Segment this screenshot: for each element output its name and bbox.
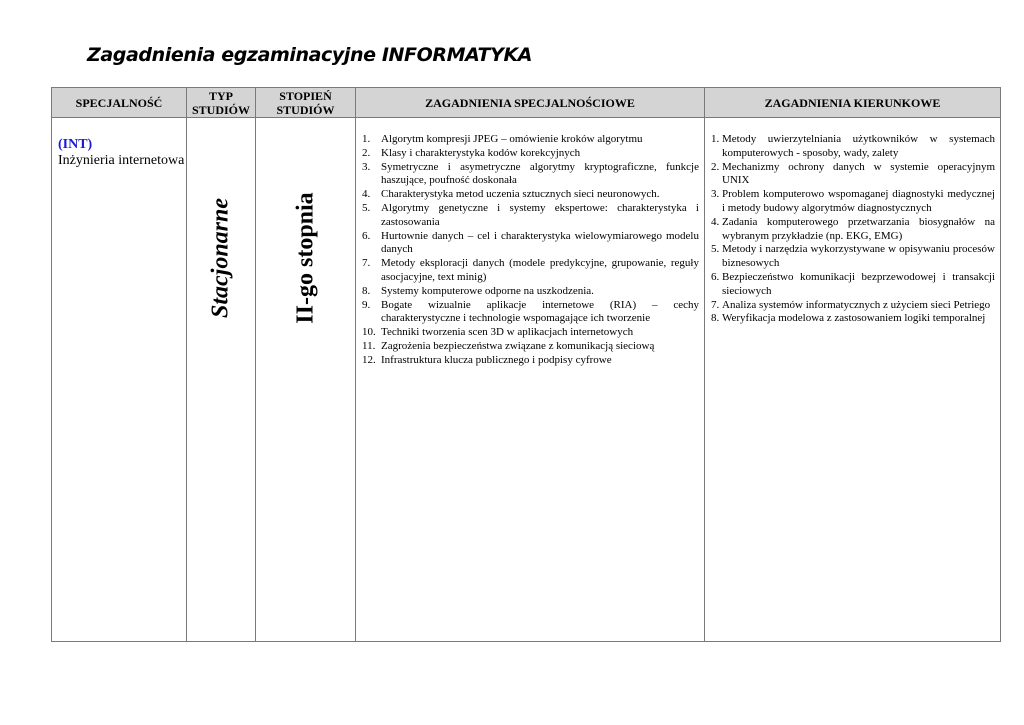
specjalnosciowe-cell	[356, 118, 705, 642]
list-item-text: Symetryczne i asymetryczne algorytmy kryptograficzne, funkcje haszujące, poufność doskonała	[381, 160, 699, 187]
list-item	[362, 257, 699, 285]
list-item	[711, 243, 995, 271]
header-zagadnienia-specjalnosciowe: ZAGADNIENIA SPECJALNOŚCIOWE	[356, 88, 705, 118]
list-item-number: 1.	[711, 133, 720, 145]
list-item-text: Metody i narzędzia wykorzystywane w opisywaniu procesów biznesowych	[722, 243, 995, 270]
list-item	[362, 133, 699, 147]
list-item-number: 3.	[362, 160, 371, 173]
list-item-text: Weryfikacja modelowa z zastosowaniem logiki temporalnej	[722, 312, 986, 325]
stopien-studiow-value: II-go stopnia	[292, 192, 318, 324]
list-item-number: 12.	[362, 353, 376, 366]
list-item	[362, 161, 699, 189]
list-item-number: 7.	[362, 257, 371, 270]
list-item-number: 7.	[711, 298, 720, 311]
list-item	[711, 133, 995, 161]
header-specjalnosc: SPECJALNOŚĆ	[52, 88, 187, 118]
list-item-number: 10.	[362, 326, 376, 339]
list-item	[362, 202, 699, 230]
table-header-row	[52, 88, 1001, 118]
list-item-number: 8.	[362, 284, 371, 297]
list-item-text: Klasy i charakterystyka kodów korekcyjnych	[381, 146, 581, 159]
header-stopien-studiow: STOPIEŃ STUDIÓW	[256, 88, 356, 118]
list-item	[362, 326, 699, 340]
page-title: Zagadnienia egzaminacyjne INFORMATYKA	[87, 44, 533, 66]
list-item	[711, 188, 995, 216]
list-item	[362, 354, 699, 368]
list-item	[711, 299, 995, 313]
list-item	[362, 230, 699, 258]
stopien-studiow-cell	[256, 118, 356, 642]
list-item-text: Mechanizmy ochrony danych w systemie operacyjnym UNIX	[722, 160, 995, 187]
list-item-text: Techniki tworzenia scen 3D w aplikacjach internetowych	[381, 326, 634, 339]
list-item-number: 9.	[362, 298, 371, 311]
list-item-text: Algorytmy genetyczne i systemy ekspertowe: charakterystyka i zastosowania	[381, 201, 699, 228]
list-item-text: Charakterystyka metod uczenia sztucznych sieci neuronowych.	[381, 188, 660, 201]
list-item-number: 11.	[362, 339, 376, 352]
list-item-number: 3.	[711, 188, 720, 201]
header-zagadnienia-kierunkowe: ZAGADNIENIA KIERUNKOWE	[705, 88, 1001, 118]
spec-name: Inżynieria internetowa	[58, 153, 185, 168]
list-item	[362, 188, 699, 202]
list-item-text: Metody uwierzytelniania użytkowników w systemach komputerowych - sposoby, wady, zalety	[722, 133, 995, 159]
list-item-number: 2.	[362, 146, 371, 159]
list-item-number: 8.	[711, 312, 720, 325]
list-item	[711, 161, 995, 189]
list-item	[362, 340, 699, 354]
list-item-number: 5.	[711, 243, 720, 256]
list-item	[362, 299, 699, 327]
header-typ-studiow: TYP STUDIÓW	[187, 88, 256, 118]
list-item-number: 5.	[362, 201, 371, 214]
exam-topics-table	[51, 87, 1001, 642]
kierunkowe-cell	[705, 118, 1001, 642]
list-item-number: 4.	[362, 188, 371, 201]
list-item-number: 4.	[711, 215, 720, 228]
kierunkowe-list	[711, 133, 995, 326]
list-item-text: Bogate wizualnie aplikacje internetowe (RIA) – cechy charakterystyczne i technologie wspomagające ich tworzenie	[381, 298, 699, 325]
specjalnosc-cell	[52, 118, 187, 642]
typ-studiow-cell	[187, 118, 256, 642]
list-item-text: Algorytm kompresji JPEG – omówienie kroków algorytmu	[381, 133, 643, 145]
list-item	[711, 216, 995, 244]
list-item	[711, 312, 995, 326]
list-item-text: Hurtownie danych – cel i charakterystyka wielowymiarowego modelu danych	[381, 229, 699, 256]
list-item	[362, 147, 699, 161]
typ-studiow-value: Stacjonarne	[207, 197, 234, 319]
list-item-number: 2.	[711, 160, 720, 173]
list-item-number: 6.	[362, 229, 371, 242]
list-item-text: Systemy komputerowe odporne na uszkodzenia.	[381, 284, 594, 297]
list-item-text: Bezpieczeństwo komunikacji bezprzewodowej i transakcji sieciowych	[722, 270, 995, 297]
specjalnosciowe-list	[362, 133, 699, 368]
table-row	[52, 118, 1001, 642]
list-item-text: Metody eksploracji danych (modele predykcyjne, grupowanie, reguły asocjacyjne, text minig)	[381, 257, 699, 283]
list-item	[711, 271, 995, 299]
list-item-text: Infrastruktura klucza publicznego i podpisy cyfrowe	[381, 353, 612, 366]
list-item-number: 1.	[362, 133, 371, 145]
spec-code: (INT)	[58, 137, 93, 152]
list-item-text: Zadania komputerowego przetwarzania biosygnałów na wybranym przykładzie (np. EKG, EMG)	[722, 215, 995, 242]
list-item-text: Analiza systemów informatycznych z użyciem sieci Petriego	[722, 298, 991, 311]
list-item	[362, 285, 699, 299]
list-item-number: 6.	[711, 270, 720, 283]
list-item-text: Problem komputerowo wspomaganej diagnostyki medycznej i metody budowy algorytmów diagnostycznych	[722, 188, 995, 214]
list-item-text: Zagrożenia bezpieczeństwa związane z komunikacją sieciową	[381, 339, 655, 352]
